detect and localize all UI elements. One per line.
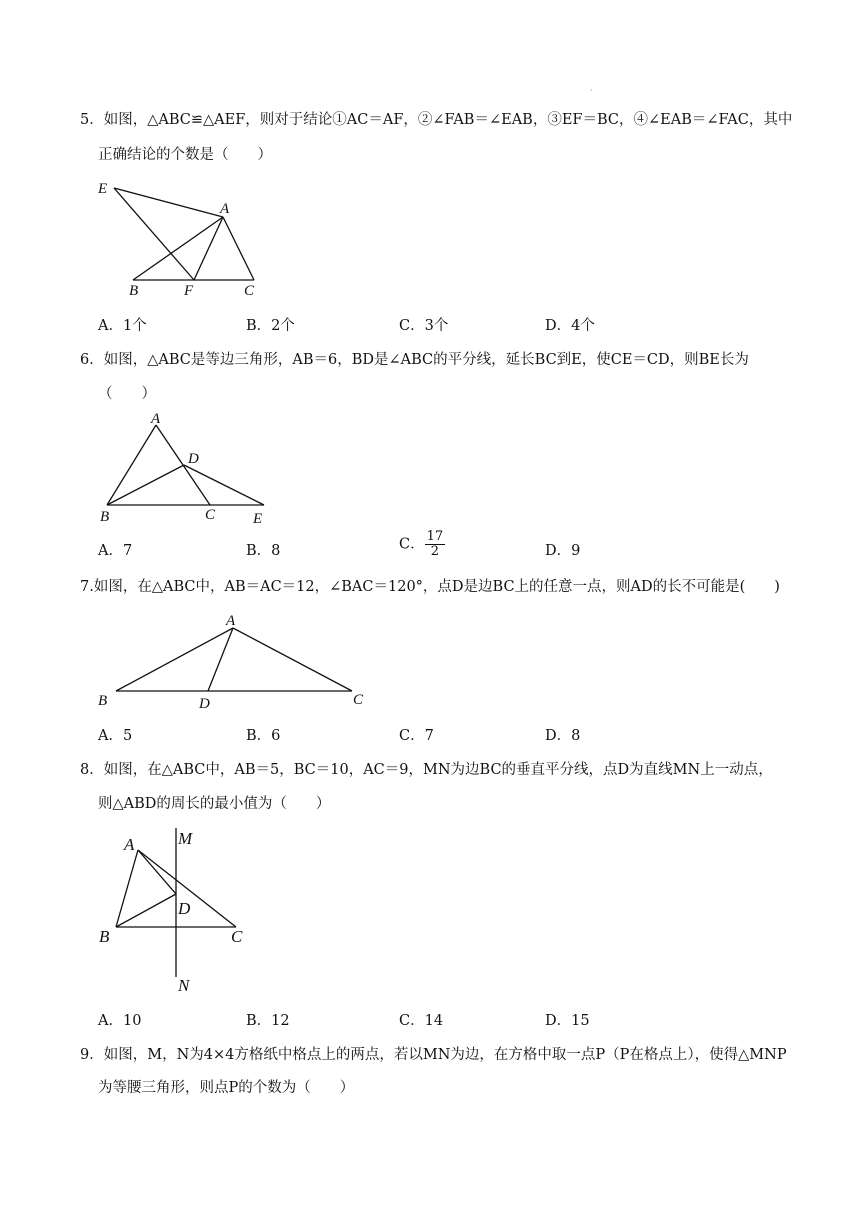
label-D: D — [178, 899, 191, 918]
q5-option-d[interactable]: D．4个 — [545, 318, 595, 334]
header-mark: · — [590, 86, 593, 95]
q8-option-b[interactable]: B．12 — [246, 1013, 290, 1029]
q7-option-a[interactable]: A．5 — [98, 728, 133, 744]
q5-option-b[interactable]: B．2个 — [246, 318, 295, 334]
q5-option-a[interactable]: A．1个 — [98, 318, 147, 334]
label-M: M — [178, 829, 193, 848]
label-N: N — [178, 976, 190, 995]
q5-option-c[interactable]: C．3个 — [399, 318, 449, 334]
question-8-text-line-2: 则△ABD的周长的最小值为（ ） — [98, 796, 331, 812]
label-C: C — [205, 507, 216, 523]
question-5-text-line-2: 正确结论的个数是（ ） — [98, 147, 272, 163]
q6-option-c-label: C． — [399, 536, 425, 553]
q7-option-b[interactable]: B．6 — [246, 728, 281, 744]
q7-option-c[interactable]: C．7 — [399, 728, 434, 744]
label-B: B — [98, 693, 108, 709]
question-9-text-line-1: 9．如图，M，N为4×4方格纸中格点上的两点，若以MN为边，在方格中取一点P（P在格点上），使得△MNP — [80, 1047, 787, 1063]
label-A: A — [151, 411, 161, 427]
question-9-text-line-2: 为等腰三角形，则点P的个数为（ ） — [98, 1080, 355, 1096]
question-7-text-line-1: 7.如图，在△ABC中，AB＝AC＝12，∠BAC＝120°，点D是边BC上的任意一点，则AD的长不可能是( ) — [80, 579, 780, 595]
label-E: E — [98, 181, 108, 197]
label-F: F — [184, 283, 194, 299]
question-6-text-line-2: （ ） — [98, 386, 156, 402]
label-E: E — [253, 511, 263, 527]
label-B: B — [100, 509, 110, 525]
label-C: C — [244, 283, 255, 299]
label-C: C — [353, 692, 364, 708]
label-B: B — [129, 283, 139, 299]
fraction-denominator: 2 — [430, 544, 440, 559]
q6-option-a[interactable]: A．7 — [98, 543, 133, 559]
label-B: B — [99, 927, 110, 946]
label-C: C — [231, 927, 243, 946]
q6-option-b[interactable]: B．8 — [246, 543, 281, 559]
q7-option-d[interactable]: D．8 — [545, 728, 581, 744]
q8-option-a[interactable]: A．10 — [98, 1013, 142, 1029]
label-A: A — [226, 613, 236, 629]
q8-option-c[interactable]: C．14 — [399, 1013, 444, 1029]
label-D: D — [188, 451, 199, 467]
q6-option-d[interactable]: D．9 — [545, 543, 581, 559]
question-5-text-line-1: 5．如图，△ABC≌△AEF，则对于结论①AC＝AF，②∠FAB＝∠EAB，③EF＝BC，④∠EAB＝∠FAC，其中 — [80, 112, 793, 128]
question-6-text-line-1: 6．如图，△ABC是等边三角形，AB＝6，BD是∠ABC的平分线，延长BC到E，使CE＝CD，则BE长为 — [80, 352, 749, 368]
fraction-numerator: 17 — [426, 529, 444, 544]
label-A: A — [220, 201, 230, 217]
q8-option-d[interactable]: D．15 — [545, 1013, 590, 1029]
question-8-text-line-1: 8．如图，在△ABC中，AB＝5，BC＝10，AC＝9，MN为边BC的垂直平分线，点D为直线MN上一动点， — [80, 762, 773, 778]
label-D: D — [199, 696, 210, 712]
label-A: A — [124, 835, 135, 854]
